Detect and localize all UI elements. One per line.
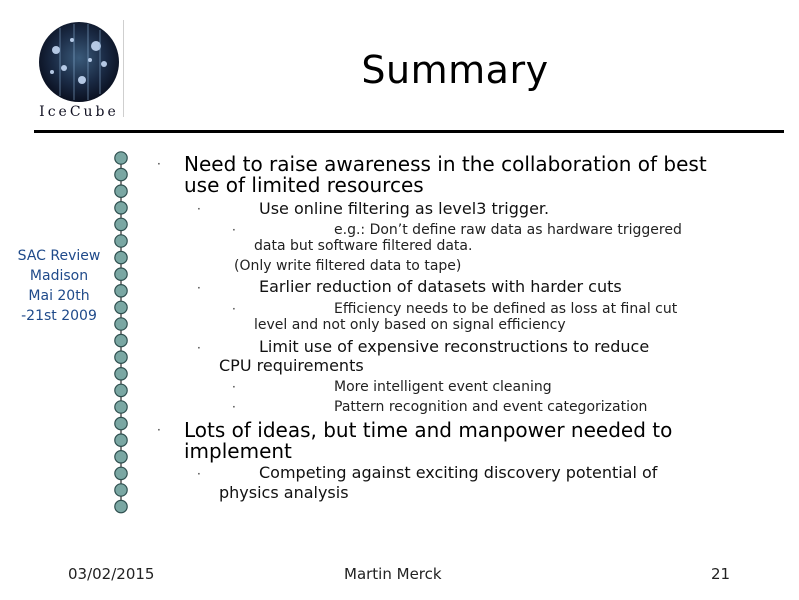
bullet-1-line1: Need to raise awareness in the collaboration of best: [184, 152, 707, 176]
sidebar-line-event: SAC Review: [17, 248, 101, 264]
sub-bullet-earlier-reduction: Earlier reduction of datasets with harder cuts: [259, 277, 622, 296]
sub-bullet-online-filtering: Use online filtering as level3 trigger.: [259, 199, 550, 218]
footer-date: 03/02/2015: [68, 565, 155, 583]
footer-author: Martin Merck: [344, 565, 442, 583]
sub-sub-bullet-efficiency-l1: Efficiency needs to be defined as loss at final cut: [334, 301, 678, 317]
bullet-marker: ·: [157, 423, 161, 437]
bullet-marker: ·: [197, 202, 201, 216]
sub-sub-bullet-raw-data-l2: data but software filtered data.: [254, 238, 473, 254]
bullet-2-line1: Lots of ideas, but time and manpower needed to: [184, 418, 673, 442]
bullet-marker: ·: [232, 400, 236, 414]
bullet-marker: ·: [232, 223, 236, 237]
sidebar-line-date2: -21st 2009: [21, 308, 97, 324]
sub-bullet-competing-l1: Competing against exciting discovery potential of: [259, 463, 658, 482]
sidebar-line-location: Madison: [29, 268, 89, 284]
bullet-marker: ·: [197, 467, 201, 481]
sub-sub-bullet-raw-data-l1: e.g.: Don’t define raw data as hardware triggered: [334, 222, 682, 238]
bullet-marker: ·: [232, 380, 236, 394]
slide-number: 21: [711, 565, 731, 583]
sub-sub-bullet-efficiency-l2: level and not only based on signal efficiency: [254, 317, 566, 333]
bullet-marker: ·: [197, 341, 201, 355]
logo-text: IceCube: [39, 104, 119, 120]
sub-sub-bullet-pattern-recognition: Pattern recognition and event categorization: [334, 399, 648, 415]
sub-bullet-limit-reco-l1: Limit use of expensive reconstructions to reduce: [259, 337, 650, 356]
sub-sub-bullet-event-cleaning: More intelligent event cleaning: [334, 379, 552, 395]
bullet-marker: ·: [232, 302, 236, 316]
note-filtered-data: (Only write filtered data to tape): [234, 258, 462, 274]
bullet-1-line2: use of limited resources: [184, 173, 424, 197]
bullet-marker: ·: [157, 157, 161, 171]
sub-bullet-limit-reco-l2: CPU requirements: [219, 356, 364, 375]
bullet-marker: ·: [197, 281, 201, 295]
sidebar-line-date1: Mai 20th: [28, 288, 90, 304]
slide-title: Summary: [361, 48, 549, 92]
bullet-2-line2: implement: [184, 439, 292, 463]
sub-bullet-competing-l2: physics analysis: [219, 483, 349, 502]
